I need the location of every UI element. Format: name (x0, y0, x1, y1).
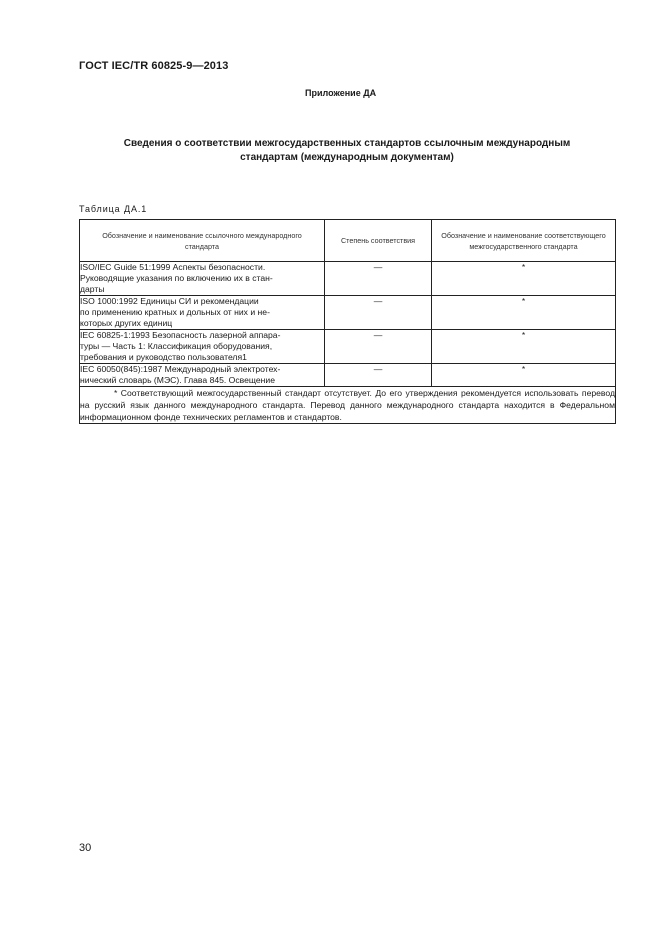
cell-line: Руководящие указания по включению их в стан- (80, 273, 273, 283)
cell-line: требования и руководство пользователя1 (80, 352, 247, 362)
cell-international-standard (80, 296, 325, 330)
section-title-line-1: Сведения о соответствии межгосударственных стандартов ссылочным международным (123, 138, 571, 149)
cell-line: туры — Часть 1: Классификация оборудования, (80, 341, 273, 351)
section-title-line-2: стандартам (международным документам) (240, 152, 454, 163)
appendix-label: Приложение ДА (305, 88, 377, 98)
header-interstate-standard: Обозначение и наименование соответствующего межгосударственного стандарта (432, 220, 616, 262)
header-degree-of-conformity: Степень соответствия (325, 220, 432, 262)
table-row (80, 364, 616, 387)
cell-line: по применению кратных и дольных от них и не- (80, 307, 270, 317)
cell-international-standard (80, 364, 325, 387)
cell-degree: — (325, 262, 432, 296)
cell-interstate-standard: * (432, 330, 616, 364)
footnote-text: * Соответствующий межгосударственный стандарт отсутствует. До его утверждения рекомендуется использовать перевод на русский язык данного международного стандарта. Перевод данного международного стандарта находится в Федеральном информационном фонде технических регламентов и стандартов. (80, 388, 615, 422)
cell-interstate-standard: * (432, 296, 616, 330)
cell-line: ISO/IEC Guide 51:1999 Аспекты безопасности. (80, 262, 266, 272)
cell-interstate-standard: * (432, 262, 616, 296)
table-row (80, 330, 616, 364)
table-row (80, 262, 616, 296)
header-international-standard: Обозначение и наименование ссылочного международного стандарта (80, 220, 325, 262)
correspondence-table (79, 219, 616, 424)
cell-international-standard (80, 262, 325, 296)
cell-line: которых других единиц (80, 318, 173, 328)
cell-degree: — (325, 296, 432, 330)
table-footnote (80, 387, 616, 424)
table-caption: Таблица ДА.1 (79, 204, 148, 214)
cell-international-standard (80, 330, 325, 364)
table-row (80, 296, 616, 330)
cell-line: ISO 1000:1992 Единицы СИ и рекомендации (80, 296, 259, 306)
cell-line: IEC 60825-1:1993 Безопасность лазерной аппара- (80, 330, 281, 340)
table-footnote-row (80, 387, 616, 424)
table-header-row (80, 220, 616, 262)
cell-degree: — (325, 330, 432, 364)
cell-line: нический словарь (МЭС). Глава 845. Освещение (80, 375, 275, 385)
document-code: ГОСТ IEC/TR 60825-9—2013 (79, 60, 229, 72)
cell-degree: — (325, 364, 432, 387)
cell-interstate-standard: * (432, 364, 616, 387)
cell-line: дарты (80, 284, 105, 294)
cell-line: IEC 60050(845):1987 Международный электротех- (80, 364, 281, 374)
page-number: 30 (79, 842, 92, 854)
section-title (79, 137, 615, 165)
